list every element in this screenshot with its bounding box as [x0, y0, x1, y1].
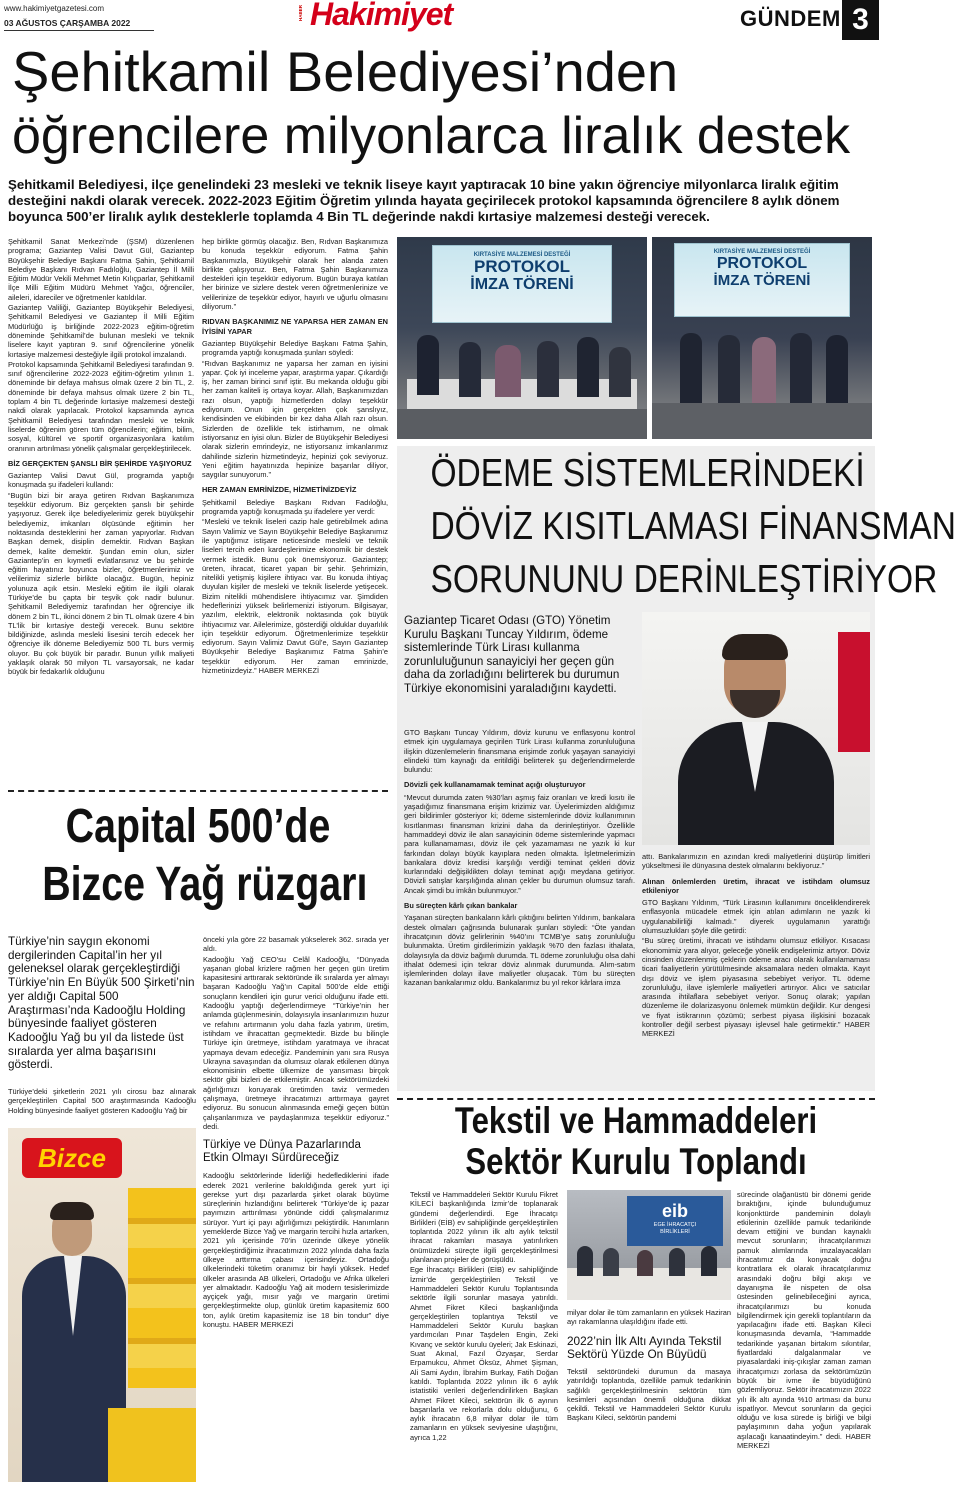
- story1-col1-subhead: BİZ GERÇEKTEN ŞANSLI BİR ŞEHİRDE YAŞIYORUZ: [8, 458, 192, 468]
- eib-screen: [627, 1196, 723, 1246]
- official-figure: [752, 337, 776, 403]
- product-crate: [108, 1408, 196, 1482]
- story4-col2-para: Tekstil sektöründeki durumun da masaya yatırıldığı toplantıda, özellikle pamuk tedarikinin sağlıklı gerçekleştirilmesinin sektörün tüm kesimleri açısından önemli olduğuna dikkat çekildi. Tekstil ve Hammaddeleri Sektör Kurulu Başkanı Kileci, sektörün pandemi: [567, 1367, 731, 1423]
- story3-col2-subhead: Alınan önlemlerden üretim, ihracat ve istihdam olumsuz etkileniyor: [642, 876, 870, 895]
- official-figure: [718, 335, 740, 403]
- story4-col2-para: milyar dolar ile tüm zamanların en yüksek Haziran ayı rakamlarına ulaşıldığını ifade etti.: [567, 1308, 731, 1327]
- story2-intro: [8, 1087, 196, 1121]
- story1-headline-line2: öğrencilere milyonlarca liralık destek: [12, 107, 851, 165]
- brand-sign: [22, 1138, 122, 1178]
- portrait-beard: [730, 690, 780, 718]
- stage-floor: [397, 409, 647, 439]
- banner-subtitle: İMZA TÖRENİ: [713, 272, 811, 289]
- story3-portrait: [642, 612, 870, 845]
- attendee-figure: [701, 1246, 717, 1276]
- attendee-figure: [637, 1250, 653, 1276]
- eib-name-line2: BİRLİKLERİ: [660, 1229, 690, 1235]
- story1-col1-para: Gaziantep Valiliği, Gaziantep Büyükşehir Belediyesi, Şehitkamil Belediyesi ve Gaziantep İl Milli Eğitim Müdürlüğü iş birliğinde 2022-2023 eğitim-öğretim döneminde Şehitkamil’de bulunan mesleki ve teknik liselere kayıt yaptıran 9. sınıf öğrencilerine yönelik kırtasiye malzemesi desteğiyle ilgili protokol imzalandı.: [8, 303, 194, 359]
- story4-col3-para: sürecinde olağanüstü bir dönemi geride bıraktığını, içinde bulunduğumuz konjonktürde pandeminin dolaylı etkilerinin özellikle pamuk tedarikinde devam ettiğini ve bundan kaynaklı mevcut sorunların; ihracatçılarımızı pamuk alımlarında imzalayacakları ihracatımız da konyacak doğru kontratlara ek olarak ihracatçılarımız arasındaki doğru bilgi akışı ve dayanışma ile nispeten de olsa üstesinden gelinebileceğini ayrıca, ihracatçılarımızı bu konuda bilgilendirmek için gerekli toplantıların da yapılacağını ifade etti. Başkan Kileci konuşmasında devamla, “Hammadde tedarikinde yaşanan birtakım sıkıntılar, fiyatlardaki dalgalanmalar ve piyasalardaki iniş-çıkışlar zaman zaman ihracatçımızı zorlasa da sektörümüzün büyük bir ivme ile büyüdüğünü gözlemliyoruz. Sektör ihracatımızın 2022 yılı ilk altı ayında %10 artması da bunu ispatlıyor. Mevcut sorunların da geçici olduğu ve kısa sürede iş birliği ve bilgi paylaşımının daha yoğun yapılarak aşılacağı kanaatindeyim.” dedi. HABER MERKEZİ: [737, 1190, 871, 1451]
- story4-col1-para: Ege İhracatçı Birlikleri (EİB) ev sahipliğinde İzmir’de gerçekleştirilen Tekstil ve Hammaddeleri Sektör Kurulu Toplantısında sektörle ilgili sorunlar masaya yatırıldı. Ahmet Fikret Kileci başkanlığında gerçekleştirilen toplantıya Tekstil ve Hammaddeleri Sektör Kurulu başkan yardımcıları Pınar Taşdelen Engin, Zeki Kıvanç ve sektör kurulu üyeleri; Jak Eskinazi, Suat Akınal, Fazıl Özyaşar, Serdar Erpamukcu, Ahmet Öksüz, Ahmet Şişman, Ali Sami Aydın, İbrahim Burkay, Fatih Doğan katıldı. Toplantıda 2022 yılının ilk 6 aylık istatistiki verileri değerlendirilirken Başkan Ahmet Fikret Kileci, sektörün ilk 6 ayının başarılarla ve rekorlarla dolu olduğunu, 6 aylık ihracatın 6,8 milyar dolar ile tüm zamanların en yüksek seviyesine ulaştığını, ayrıca 1,22: [410, 1265, 558, 1442]
- official-figure: [790, 333, 812, 403]
- protocol-banner: [432, 245, 612, 323]
- story3-column-1: [404, 728, 635, 1084]
- executive-hair: [50, 1202, 94, 1220]
- attendee-figure: [603, 1248, 619, 1276]
- website-url[interactable]: www.hakimiyetgazetesi.com: [4, 4, 105, 13]
- story1-col2-subhead: RIDVAN BAŞKANIMIZ NE YAPARSA HER ZAMAN EN İYİSİNİ YAPAR: [202, 317, 388, 336]
- official-figure: [609, 347, 631, 397]
- story1-col2-para: Şehitkamil Belediye Başkanı Rıdvan Fadıloğlu, programda yaptığı konuşmada şu ifadelere yer verdi:: [202, 497, 388, 517]
- masthead: [0, 0, 879, 44]
- story1-col2-para: hep birlikte görmüş olacağız. Ben, Rıdvan Başkanımıza bu konuda teşekkür ediyorum. Fatma Şahin Başkanımızla, Büyükşehir olarak her alanda zaten birlikte çalışıyoruz. Ben, Fatma Şahin Başkanımıza destekleri için teşekkür ediyorum. Bugün buraya katılan her birinize ve sizlere destek veren öğretmenlerinize ve velilerinize de teşekkür ediyor, hayırlı ve uğurlu olmasını diliyorum.”: [202, 237, 388, 312]
- story1-col1-para: Protokol kapsamında Şehitkamil Belediyesi tarafından 9. sınıf öğrencilerine 2022-2023 eğitim-öğretim yılının 1. döneminde bir defaya mahsus olmak üzere 2 bin TL, 2. döneminde bir defaya mahsus olmak üzere 2 bin TL, toplam 4 bin TL değerinde kırtasiye malzemesi desteği nakdi olarak yapılacak. Protokol kapsamında ayrıca Şehitkamil Belediyesi tarafından mesleki ve teknik liselerde öğrenim gören tüm öğrencilerin; eğitim, bilim, sosyal, kültürel ve sportif organizasyonlara katılım oranının artırılması yönelik çalışmalar gerçekleştirilecek.: [8, 359, 194, 453]
- story1-col2-para: Gaziantep Büyükşehir Belediye Başkanı Fatma Şahin, programda yaptığı konuşmada şunları söyledi:: [202, 338, 388, 358]
- story1-photo-2: [652, 237, 872, 439]
- story4-column-1: [410, 1190, 558, 1482]
- stage-floor: [652, 403, 872, 439]
- product-shelf: [128, 1188, 196, 1388]
- attendee-figure: [669, 1248, 685, 1276]
- brand-logo-text: Bizce: [38, 1143, 106, 1173]
- logo-side-label: HABER: [298, 5, 303, 22]
- official-figure: [459, 342, 481, 397]
- banner-title: PROTOKOL: [716, 255, 808, 272]
- story1-col2-para: “Rıdvan Başkanımız ne yaparsa her zaman en iyisini yapar. Çok iyi inceleme yapar, araştırma yapar. Çıkardığı iş, her zaman birinci sınıf iştir. Bu mekanda olduğu gibi her zaman kaliteli iş ortaya koyar. Allah, Başkanımızdan razı olsun, yaptığı hizmetlerden dolayı teşekkür ediyorum. Onun için gerçekten çok şanslıyız, kendisinden ve ekibinden bir kez daha Allah razı olsun. Sizlerden de özellikle tek istirhamım, ne olmak istiyorsanız en iyisi olun. Bizler de Büyükşehir Belediyesi olarak sizlerin emrindeyiz, ne istiyorsanız imkanlarımız dahilinde sizlerin hizmetindeyiz, hepinizi çok seviyoruz. Yeni eğitim hayatınızda hepinize başarılar diliyor, saygılar sunuyorum.”: [202, 358, 388, 480]
- section-divider: [8, 790, 388, 792]
- eib-logo: eib: [661, 1201, 688, 1221]
- story2-col2-para: Kadooğlu Yağ CEO’su Celâl Kadooğlu, “Dünyada yaşanan global krizlere rağmen her geçen gün üretim kapasitesini arttırarak sektöründe ilk sıralarda yer almayı başaran Kadooğlu Yağ’ın Capital 500’de elde ettiği sonuçların kendileri için gurur verici olduğunu ifade etti. Kadooğlu yaptığı değerlendirmeye “Türkiye’nin her anlamda güçlenmesinin, dolayısıyla insanlarımızın huzur ve refahını artırmanın yolu daha fazla yatırım, üretim, istihdam ve ihracattan geçmektedir. Bizde bu bilinçle Türkiye için üretmeye, istihdam yaratmaya ve ihracat yapmaya devam edeceğiz. Pandeminin yanı sıra Rusya Ukrayna savaşından da olumsuz olarak etkilenen dünya ekonomisinin elbette ülkemize de yansıması birçok sektör gibi bizleri de etkilemiştir. Ancak sektörümüzdeki ağırlığımızı koruyarak üretimden taviz vermeden çalışmaya, üretmeye ihracatımızı arttırmaya gayret ediyoruz. Bu sonucun alınmasında emeği geçen bütün çalışanlarımıza ve paydaşlarımıza teşekkür ediyoruz.” dedi.: [203, 954, 389, 1131]
- story2-subhead: Türkiye ve Dünya Pazarlarında Etkin Olmayı Sürdüreceğiz: [203, 1139, 361, 1165]
- banner-small-text: KIRTASİYE MALZEMESİ DESTEĞİ: [713, 249, 811, 255]
- newspaper-logo: [298, 0, 518, 34]
- story3-col1-para: “Mevcut durumda zaten %30’ları aşmış faiz oranları ve kredi kısıtı ile yaşadığımız finansmana erişim krizimiz var. Üyelerimizden aldığımız geri bildirimler gösteriyor ki; ödeme sistemlerinde döviz kullanımının kısıtlanması finansman krizini daha da derinleştiriyor. Özellikle hammaddeyi döviz ile alan sanayicinin ödeme sistemlerinde yapmacı para kullanamaması, döviz ile çek yazamaması ne yazık ki kur farkından dolayı büyük kayıplara neden olmakta. İşletmelerimizin bankalara döviz kredisi karşılığı verdiği teminat çekleri döviz kurlarındaki değişiklikten dolayı teminat açığı meydana getiriyor. Dövizli satışlar karşılığında alınan çekler bu durumun olumsuz tarafı. Ancak şimdi bu imkân bulunmuyor.”: [404, 792, 635, 895]
- story1-column-1: [8, 237, 194, 767]
- story3-col1-subhead: Dövizli çek kullanamamak teminat açığı oluşturuyor: [404, 780, 586, 790]
- banner-small-text: KIRTASİYE MALZEMESİ DESTEĞİ: [473, 252, 571, 258]
- masthead-rule: [4, 30, 154, 31]
- story2-intro-para: Türkiye’deki şirketlerin 2021 yılı cirosu baz alınarak gerçekleştirilen Capital 500 araştırmasında Kadooğlu Holding bünyesinde faaliyet gösteren Kadooğlu Yağ bir: [8, 1087, 196, 1115]
- protocol-banner: [674, 243, 850, 317]
- banner-subtitle: İMZA TÖRENİ: [470, 276, 574, 293]
- story2-headline-line1: Capital 500’de: [65, 800, 331, 853]
- portrait-flag: [838, 632, 870, 752]
- official-figure: [417, 335, 439, 395]
- story3-headline-line2: DÖVİZ KISITLAMASI FİNANSMAN: [430, 505, 956, 548]
- story1-col2-subhead: HER ZAMAN EMRİNİZDE, HİZMETİNİZDEYİZ: [202, 485, 357, 495]
- logo-wordmark: Hakimiyet: [310, 0, 453, 32]
- story1-col1-para: Şehitkamil Sanat Merkezi’nde (ŞSM) düzenlenen programa; Gaziantep Valisi Davut Gül, Gaziantep Büyükşehir Belediye Başkanı Fatma Şahin, Şehitkamil Belediye Başkanı Rıdvan Fadıloğlu, Gaziantep İl Milli Eğitim Müdür Vekili Mehmet Metin Kılıçparlar, Şehitkamil İlçe Milli Eğitim Müdürü Mehmet Yağcı, öğrenciler, aileleri, idareciler ve öğretmenler katıldılar.: [8, 237, 194, 302]
- official-figure: [680, 333, 702, 403]
- story1-col1-para: Gaziantep Valisi Davut Gül, programda yaptığı konuşmada şu ifadeleri kullandı:: [8, 471, 194, 490]
- story1-headline-line1: Şehitkamil Belediyesi’nden: [12, 40, 679, 103]
- story4-headline-line2: Sektör Kurulu Toplandı: [465, 1141, 807, 1182]
- story1-col1-para: “Bugün bizi bir araya getiren Rıdvan Başkanımıza teşekkür ediyorum. Biz gerçekten şanslı bir şehirde yaşıyoruz. Gerek ilçe belediyelerimiz gerek büyükşehir belediyemiz, imkanları ölçüsünde eğitimin her noktasında desteklerini her zaman yapıyorlar. Rıdvan Başkan demek, disiplin demektir. Rıdvan Başkan demek, kalite demektir. Şundan emin olun, sizler Gaziantep’in en kıymetli evlatlarısınız ve bu şehirde eğitim hayatınız boyunca bizler, öğretmenlerimiz ve velilerimiz sizlerle birlikte olacağız. Bugün, hepiniz yolunuza açık etsin. Mesleki eğitim ile ilgili olarak Türkiye’de bu çapta bir teşvik çok nadir bulunur. Şehitkamil Belediyemiz tarafından her öğrenciye ilk dönem 2 bin TL, ikinci dönem 2 bin TL olmak üzere 4 bin TL’lik bir kırtasiye desteği verecek. Bunu sektöre bildiğinizde, aslında mesleki lisesini tercih edecek her öğrenciye ilk döneme Belediyemiz 500 TL burs vermiş oluyor. Bu çok büyük bir paradır. Bunun yıllık maliyeti yaklaşık olarak 50 milyon TL varsayorsak, ne kadar büyük bir fedakarlık olduğunu: [8, 490, 194, 677]
- issue-date: 03 AĞUSTOS ÇARŞAMBA 2022: [4, 18, 131, 28]
- story4-column-2: [567, 1308, 731, 1482]
- story2-col2-para: Kadooğlu sektörlerinde liderliği hedeflediklerini ifade ederek 2021 verilerine bakıldığında gerek yurt içi gerekse yurt dışı pazarlarda şirket olarak büyüme süreçlerinin hızlandığını belirterek “Türkiye’de iç pazar payımızın arttırılması yönünde ciddi çalışmalarımız sürüyor. Yurt içi payı ağırlığımızı pekiştirdik. Hanımların yemeklerde Bizce Yağ ve margarin tercihi hızla artarken, 2021 yılı içerisinde 70’in üzerinde ülkeye yönelik gerçekleştirdiğimiz ihracatımızın 2022 yılında daha fazla ülkeye arttırma çabası içerisindeyiz. Ortadoğu ülkelerindeki tüketim oranımız bir hayli yüksek. Hedef ülkeler arasında AB ülkeleri, Ortadoğu ve Afrika ülkeleri yer almaktadır. Kadooğlu Yağ ait modern tesislerimizde ayçiçek yağı, mısır yağı ve margarin üretimi gerçekleştirmekte olup, günlük üretim kapasitemiz 600 ton, aylık üretim kapasitemiz ise 18 bin tondur” diye konuştu. HABER MERKEZİ: [203, 1171, 389, 1329]
- story2-column-2: [203, 935, 389, 1482]
- story4-column-3: [737, 1190, 871, 1482]
- official-figure: [577, 337, 599, 397]
- story2-photo: [8, 1128, 196, 1482]
- story1-photo-1: [397, 237, 647, 439]
- story3-col1-para: GTO Başkanı Tuncay Yıldırım, döviz kurunu ve enflasyonu kontrol etmek için uygulamaya geçirilen Türk Lirası kullanma zorunluluğuna ilişkin düzenlemelerin finansmana erişimde zorluk yaşayan sanayiciyi elindeki tüm kaynağı da eritildiği belirterek şu değerlendirmelerde bulundu:: [404, 728, 635, 775]
- story2-lead: Türkiye’nin saygın ekonomi dergilerinden Capital’in her yıl geleneksel olarak gerçekleştirdiği Türkiye’nin En Büyük 500 Şirketi’nin yer aldığı Capital 500 Araştırması’nda Kadooğlu Holding bünyesinde faaliyet gösteren Kadooğlu Yağ bu yıl da listede üst sıralarda yer alma başarısını gösterdi.: [8, 935, 195, 1072]
- official-figure: [495, 345, 521, 397]
- eib-name-line1: EGE İHRACATÇI: [653, 1222, 697, 1228]
- page-number-badge: [842, 0, 879, 40]
- portrait-hair: [722, 634, 788, 660]
- story3-col2-para: attı. Bankalarımızın en azından kredi maliyetlerini düşürüp limitleri yükseltmesi ile dünyasına destek olmalarını bekliyoruz.”: [642, 852, 870, 871]
- story3-col2-para: GTO Başkanı Yıldırım, “Türk Lirasının kullanımını önceliklendirerek enflasyonla mücadele etmek için atılan adımların ne yazık ki uygulanabilirliği kalmadı.” diyerek uygulamanın yarattığı olumsuzlukları şöyle dile getirdi:: [642, 898, 870, 936]
- official-figure: [537, 341, 559, 397]
- page-number: 3: [852, 3, 869, 36]
- story3-lead: Gaziantep Ticaret Odası (GTO) Yönetim Kurulu Başkanı Tuncay Yıldırım, ödeme sistemlerinde Türk Lirası kullanma zorunluluğunun sanayiciyi her geçen gün daha da zorladığını belirterek bu durumun Türkiye ekonomisini yaraladığını kaydetti.: [404, 614, 620, 695]
- story1-lead: Şehitkamil Belediyesi, ilçe genelindeki 23 mesleki ve teknik liseye kayıt yaptıracak 10 bine yakın öğrenciye milyonlarca liralık eğitim desteğini nakdi olarak verecek. 2022-2023 Eğitim Öğretim yılında hayata geçirilecek protokol kapsamında öğrencilere 8 aylık dönem boyunca 500’er liralık aylık desteklerle toplamda 4 Bin TL değerinde nakdi kırtasiye malzemesi desteği verecek.: [8, 177, 840, 224]
- story4-headline-line1: Tekstil ve Hammaddeleri: [454, 1100, 818, 1141]
- story3-column-2: [642, 852, 870, 1084]
- story1-col2-para: “Mesleki ve teknik liseleri cazip hale getirebilmek adına Sayın Valimiz ve Sayın Büyükşehir Belediye Başkanımız ile yaptığımız istişare neticesinde mesleki ve teknik liseleri tercih eden kardeşlerimize ekonomik bir destek vermek istedik. Bunu çok önemsiyoruz. Gaziantep; üreten, ihracat, ticaret yapan bir şehir. Şehrimizin, nitelikli yetişmiş kişilere ihtiyacı var. Bu konuda ihtiyaç duyulan kişiler de mesleki ve teknik liselerde yetişecek. Bizim nitelikli mühendislere ihtiyacımız var. Şimdiden hedeflerinizi yüksek belirlemenizi istiyorum. Bilgisayar, yazılım, elektrik, elektronik noktasında çok büyük ihtiyacımız var. Ailelerimize, gösterdiği olduklar duyarlılık için teşekkür ediyorum. Öğretmenlerimize teşekkür ediyorum. Sayın Valimiz Davut Gül’e, Sayın Gaziantep Büyükşehir Belediye Başkanımız Fatma Şahin’e teşekkür ediyorum. Her zaman emrinizde, hizmetinizdeyiz.” HABER MERKEZİ: [202, 517, 388, 676]
- section-name: GÜNDEM: [740, 6, 841, 31]
- official-figure: [826, 335, 848, 403]
- story3-col1-para: Yaşanan süreçten bankaların kârlı çıktığını belirten Yıldırım, bankalara destek olmaları çağrısında bulunarak şunları söyledi: “Öte yandan ihracatçının döviz gelirlerinin %40’ını TCMB’ye satış zorunluluğu bulunmakta. Üretim girdilerimizin yaklaşık %70 den fazlası ithalata, dolayısıyla da döviz bağımlı durumda. TL ödeme zorunluluğu olsa dahi ithalat ödemesi için tekrar döviz alınmak durumunda. Alım-satım işlemlerinden dolayı ilave maliyetler oluşacak. Tüm bu süreçten kazanan bankalarımız oldu. Bankalarımız bu yıl rekor kârlara imza: [404, 913, 635, 988]
- story4-subhead: 2022’nin İlk Altı Ayında Tekstil Sektörü Yüzde On Büyüdü: [567, 1333, 722, 1361]
- story2-headline-line2: Bizce Yağ rüzgarı: [42, 858, 368, 911]
- story3-col2-para: “Bu süreç üretimi, ihracatı ve istihdamı olumsuz etkiliyor. Kısacası ekonomimiz yara alıyor, geleceğe yönelik endişelerimiz artıyor. Döviz cinsinden düzenlenmiş çeklerin ödeme aracı olarak kullanılamaması ticari faaliyetlerin yürütülmesinde aksamalara neden olmakta. Kayıt dışı döviz ve işlem piyasasına sebebiyet veriyor. TL ödeme zorunluluğu, ilave işlemlerle maliyetleri artırıyor. Alıcı ve satıcılar arasında ihtilaflara sebebiyet veriyor. Sonuç olarak; yapılan düzenleme ile dolarizasyonu önlemek mümkün değildir. Kur dengesi ve fiyat istikrarının çözümü; serbest piyasa ilişkisini bozacak kontroller değil serbest piyasayı işlevsel hale getirmektir.” HABER MERKEZİ: [642, 936, 870, 1039]
- story3-col1-subhead: Bu süreçten kârlı çıkan bankalar: [404, 901, 518, 911]
- story4-photo: [567, 1190, 731, 1300]
- signing-table: [407, 379, 637, 409]
- story4-col1-para: Tekstil ve Hammaddeleri Sektör Kurulu Fikret KİLECİ başkanlığında İzmir’de toplanarak gündemi değerlendirdi. Ege İhracatçı Birlikleri (EİB) ev sahipliğinde gerçekleştirilen toplantıda 2022 yılının ilk altı aylık tekstil ihracat rakamları masaya yatırılırken önümüzdeki süreçte ilgili gerçekleştirilmesi planlanan projeler de görüşüldü.: [410, 1190, 558, 1265]
- banner-title: PROTOKOL: [473, 257, 571, 276]
- story2-col2-para: önceki yıla göre 22 basamak yükselerek 362. sırada yer aldı.: [203, 935, 389, 954]
- attendee-figure: [577, 1246, 593, 1276]
- story3-headline-line1: ÖDEME SİSTEMLERİNDEKİ: [430, 452, 865, 495]
- story3-headline-line3: SORUNUNU DERİNLEŞTİRİYOR: [430, 558, 938, 601]
- story1-column-2: [202, 237, 388, 767]
